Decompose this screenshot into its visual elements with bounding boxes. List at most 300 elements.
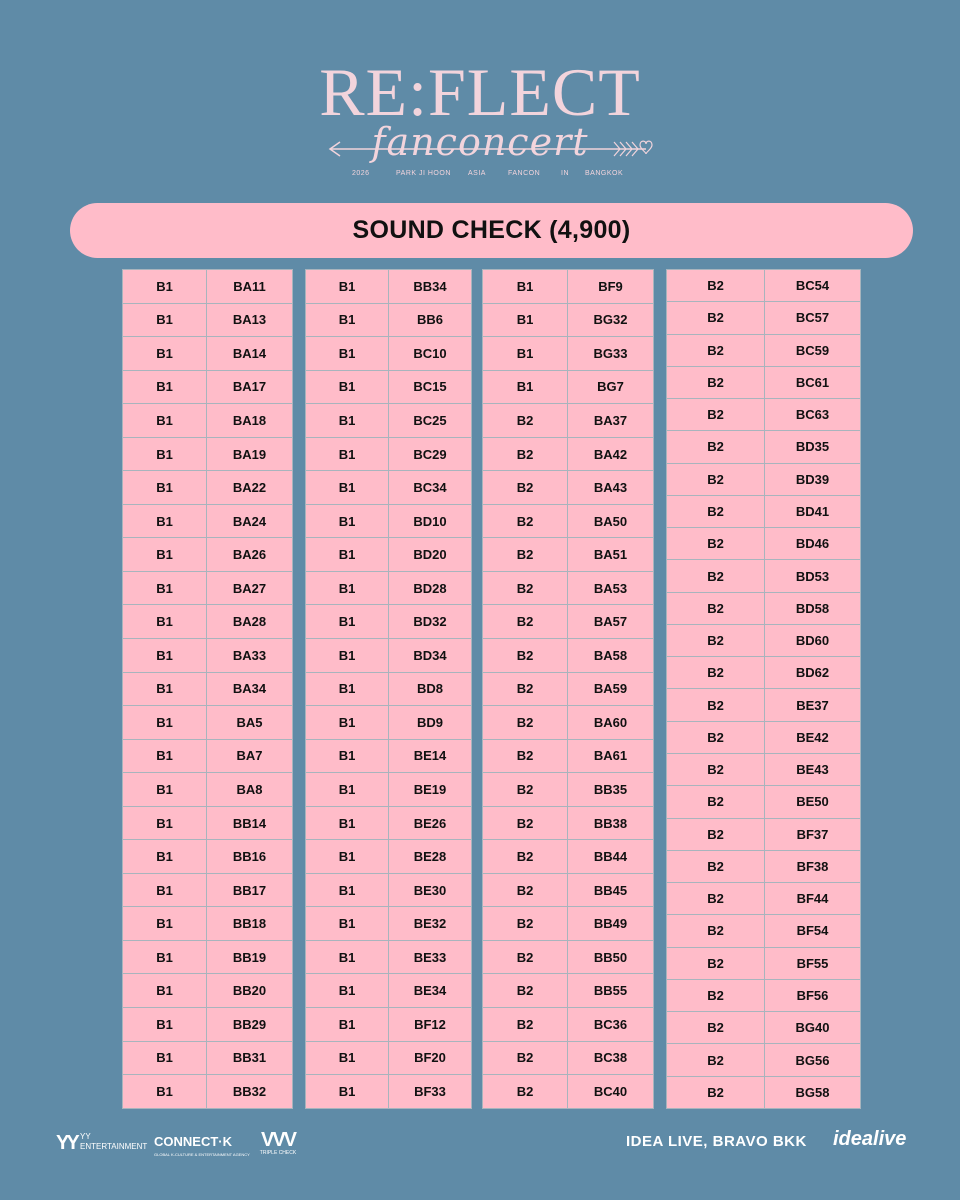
table-row — [483, 605, 654, 639]
block-cell: BA27 — [207, 571, 293, 605]
block-cell: BE28 — [389, 840, 472, 874]
table-row — [306, 404, 472, 438]
table-row — [667, 753, 861, 785]
yy-mark: YY — [56, 1132, 77, 1154]
block-cell: BB20 — [207, 974, 293, 1008]
zone-cell: B2 — [667, 560, 765, 592]
table-row — [123, 907, 293, 941]
zone-cell: B2 — [483, 672, 568, 706]
zone-cell: B1 — [123, 270, 207, 304]
table-row — [667, 560, 861, 592]
table-row — [667, 592, 861, 624]
table-row — [306, 303, 472, 337]
block-cell: BC54 — [765, 270, 861, 302]
zone-cell: B2 — [667, 689, 765, 721]
table-row — [667, 883, 861, 915]
table-row — [483, 773, 654, 807]
block-cell: BC29 — [389, 437, 472, 471]
zone-cell: B1 — [123, 303, 207, 337]
subline-city: BANGKOK — [585, 170, 624, 177]
table-row — [306, 504, 472, 538]
block-cell: BA53 — [568, 571, 654, 605]
block-cell: BC38 — [568, 1041, 654, 1075]
block-cell: BB49 — [568, 907, 654, 941]
table-row — [483, 739, 654, 773]
yy-entertainment-logo — [56, 1130, 156, 1160]
zone-cell: B1 — [306, 1041, 389, 1075]
seat-column-1 — [122, 269, 293, 1109]
zone-cell: B1 — [123, 773, 207, 807]
block-cell: BF54 — [765, 915, 861, 947]
table-row — [667, 915, 861, 947]
table-row — [306, 1008, 472, 1042]
table-row — [306, 1041, 472, 1075]
table-row — [306, 571, 472, 605]
block-cell: BB29 — [207, 1008, 293, 1042]
zone-cell: B2 — [667, 528, 765, 560]
block-cell: BB38 — [568, 806, 654, 840]
zone-cell: B2 — [667, 818, 765, 850]
table-row — [123, 538, 293, 572]
logo-title: RE:FLECT — [319, 54, 641, 130]
zone-cell: B2 — [667, 1044, 765, 1076]
table-row — [667, 624, 861, 656]
table-row — [483, 840, 654, 874]
table-row — [306, 639, 472, 673]
table-row — [123, 639, 293, 673]
zone-cell: B1 — [306, 907, 389, 941]
table-row — [123, 873, 293, 907]
table-row — [483, 1075, 654, 1109]
table-row — [667, 431, 861, 463]
zone-cell: B2 — [667, 657, 765, 689]
table-row — [667, 270, 861, 302]
table-row — [123, 571, 293, 605]
zone-cell: B2 — [667, 1012, 765, 1044]
block-cell: BD32 — [389, 605, 472, 639]
table-row — [483, 270, 654, 304]
logo-subline — [0, 170, 960, 182]
table-row — [483, 806, 654, 840]
table-row — [306, 370, 472, 404]
subline-in: IN — [561, 170, 569, 177]
table-row — [483, 974, 654, 1008]
block-cell: BC57 — [765, 302, 861, 334]
block-cell: BE33 — [389, 940, 472, 974]
zone-cell: B2 — [483, 639, 568, 673]
table-row — [123, 706, 293, 740]
zone-cell: B2 — [667, 1076, 765, 1108]
zone-cell: B1 — [483, 303, 568, 337]
table-row — [306, 940, 472, 974]
table-row — [306, 437, 472, 471]
block-cell: BA24 — [207, 504, 293, 538]
block-cell: BD35 — [765, 431, 861, 463]
table-row — [123, 1075, 293, 1109]
block-cell: BC63 — [765, 399, 861, 431]
table-row — [667, 689, 861, 721]
zone-cell: B2 — [667, 947, 765, 979]
table-row — [667, 786, 861, 818]
block-cell: BB14 — [207, 806, 293, 840]
zone-cell: B2 — [483, 1075, 568, 1109]
block-cell: BA58 — [568, 639, 654, 673]
table-row — [123, 1008, 293, 1042]
subline-year: 2026 — [352, 170, 370, 177]
zone-cell: B1 — [306, 974, 389, 1008]
zone-cell: B1 — [123, 806, 207, 840]
block-cell: BD20 — [389, 538, 472, 572]
table-row — [123, 672, 293, 706]
block-cell: BA18 — [207, 404, 293, 438]
block-cell: BD10 — [389, 504, 472, 538]
block-cell: BA33 — [207, 639, 293, 673]
block-cell: BE42 — [765, 721, 861, 753]
table-row — [483, 907, 654, 941]
zone-cell: B1 — [123, 1075, 207, 1109]
block-cell: BA61 — [568, 739, 654, 773]
zone-cell: B2 — [667, 463, 765, 495]
zone-cell: B2 — [483, 538, 568, 572]
block-cell: BA8 — [207, 773, 293, 807]
triple-check-logo — [258, 1130, 298, 1156]
block-cell: BG7 — [568, 370, 654, 404]
table-row — [667, 302, 861, 334]
table-row — [483, 571, 654, 605]
block-cell: BA26 — [207, 538, 293, 572]
block-cell: BD41 — [765, 495, 861, 527]
block-cell: BE34 — [389, 974, 472, 1008]
zone-cell: B1 — [123, 538, 207, 572]
zone-cell: B1 — [123, 504, 207, 538]
table-row — [667, 1076, 861, 1108]
zone-cell: B1 — [123, 907, 207, 941]
triple-check-text: TRIPLE CHECK — [259, 1150, 297, 1156]
table-row — [306, 605, 472, 639]
subline-fancon: FANCON — [508, 170, 541, 177]
block-cell: BC15 — [389, 370, 472, 404]
zone-cell: B1 — [123, 337, 207, 371]
table-row — [667, 818, 861, 850]
table-row — [123, 471, 293, 505]
table-row — [123, 840, 293, 874]
table-row — [483, 639, 654, 673]
table-row — [306, 337, 472, 371]
block-cell: BE43 — [765, 753, 861, 785]
zone-cell: B1 — [123, 672, 207, 706]
block-cell: BA7 — [207, 739, 293, 773]
zone-cell: B1 — [123, 739, 207, 773]
zone-cell: B2 — [483, 739, 568, 773]
table-row — [123, 739, 293, 773]
table-row — [483, 706, 654, 740]
block-cell: BC25 — [389, 404, 472, 438]
block-cell: BE19 — [389, 773, 472, 807]
table-row — [123, 370, 293, 404]
block-cell: BD46 — [765, 528, 861, 560]
zone-cell: B2 — [483, 404, 568, 438]
zone-cell: B2 — [667, 721, 765, 753]
zone-cell: B1 — [306, 538, 389, 572]
table-row — [483, 538, 654, 572]
zone-cell: B1 — [306, 437, 389, 471]
zone-cell: B1 — [306, 571, 389, 605]
block-cell: BF9 — [568, 270, 654, 304]
table-row — [306, 471, 472, 505]
table-row — [483, 1041, 654, 1075]
block-cell: BE30 — [389, 873, 472, 907]
table-row — [483, 873, 654, 907]
table-row — [483, 940, 654, 974]
table-row — [306, 873, 472, 907]
block-cell: BC10 — [389, 337, 472, 371]
triple-check-mark: VVV — [260, 1129, 296, 1151]
block-cell: BF44 — [765, 883, 861, 915]
table-row — [483, 404, 654, 438]
table-row — [667, 947, 861, 979]
block-cell: BF55 — [765, 947, 861, 979]
block-cell: BB17 — [207, 873, 293, 907]
table-row — [667, 721, 861, 753]
seat-column-4 — [666, 269, 861, 1109]
table-row — [667, 850, 861, 882]
block-cell: BA60 — [568, 706, 654, 740]
table-row — [123, 806, 293, 840]
table-row — [306, 907, 472, 941]
zone-cell: B2 — [483, 571, 568, 605]
block-cell: BB18 — [207, 907, 293, 941]
zone-cell: B2 — [483, 806, 568, 840]
block-cell: BA43 — [568, 471, 654, 505]
zone-cell: B1 — [306, 806, 389, 840]
zone-cell: B2 — [667, 495, 765, 527]
event-logo — [0, 54, 960, 188]
table-row — [667, 1044, 861, 1076]
block-cell: BD60 — [765, 624, 861, 656]
zone-cell: B1 — [483, 270, 568, 304]
logo-subtitle: fanconcert — [371, 120, 589, 164]
zone-cell: B1 — [123, 404, 207, 438]
block-cell: BA5 — [207, 706, 293, 740]
seat-column-3 — [482, 269, 654, 1109]
block-cell: BG56 — [765, 1044, 861, 1076]
table-row — [667, 495, 861, 527]
block-cell: BD28 — [389, 571, 472, 605]
block-cell: BE50 — [765, 786, 861, 818]
table-row — [667, 366, 861, 398]
zone-cell: B1 — [306, 840, 389, 874]
block-cell: BC59 — [765, 334, 861, 366]
zone-cell: B1 — [123, 437, 207, 471]
block-cell: BB35 — [568, 773, 654, 807]
zone-cell: B1 — [123, 706, 207, 740]
zone-cell: B1 — [306, 706, 389, 740]
table-row — [123, 940, 293, 974]
block-cell: BA50 — [568, 504, 654, 538]
zone-cell: B1 — [123, 571, 207, 605]
zone-cell: B1 — [483, 370, 568, 404]
block-cell: BG40 — [765, 1012, 861, 1044]
zone-cell: B1 — [483, 337, 568, 371]
zone-cell: B1 — [306, 672, 389, 706]
block-cell: BF38 — [765, 850, 861, 882]
zone-cell: B2 — [667, 334, 765, 366]
venue-text: IDEA LIVE, BRAVO BKK — [626, 1133, 807, 1150]
block-cell: BE26 — [389, 806, 472, 840]
seat-column-2 — [305, 269, 472, 1109]
block-cell: BA34 — [207, 672, 293, 706]
block-cell: BC40 — [568, 1075, 654, 1109]
block-cell: BC36 — [568, 1008, 654, 1042]
block-cell: BA13 — [207, 303, 293, 337]
zone-cell: B1 — [306, 303, 389, 337]
block-cell: BD62 — [765, 657, 861, 689]
table-row — [483, 303, 654, 337]
block-cell: BD9 — [389, 706, 472, 740]
zone-cell: B2 — [483, 605, 568, 639]
zone-cell: B2 — [483, 940, 568, 974]
block-cell: BG33 — [568, 337, 654, 371]
zone-cell: B1 — [306, 504, 389, 538]
block-cell: BA17 — [207, 370, 293, 404]
block-cell: BF56 — [765, 979, 861, 1011]
block-cell: BG32 — [568, 303, 654, 337]
zone-cell: B2 — [483, 773, 568, 807]
block-cell: BC34 — [389, 471, 472, 505]
block-cell: BA37 — [568, 404, 654, 438]
block-cell: BB32 — [207, 1075, 293, 1109]
block-cell: BA22 — [207, 471, 293, 505]
block-cell: BA51 — [568, 538, 654, 572]
block-cell: BB55 — [568, 974, 654, 1008]
table-row — [306, 706, 472, 740]
block-cell: BD58 — [765, 592, 861, 624]
table-row — [123, 303, 293, 337]
zone-cell: B1 — [123, 974, 207, 1008]
zone-cell: B1 — [123, 873, 207, 907]
zone-cell: B2 — [667, 592, 765, 624]
block-cell: BF12 — [389, 1008, 472, 1042]
table-row — [123, 773, 293, 807]
block-cell: BG58 — [765, 1076, 861, 1108]
zone-cell: B1 — [306, 1008, 389, 1042]
subline-artist: PARK JI HOON — [396, 170, 451, 177]
table-row — [667, 528, 861, 560]
connect-k-tagline: GLOBAL K-CULTURE & ENTERTAINMENT AGENCY — [154, 1152, 250, 1157]
block-cell: BF33 — [389, 1075, 472, 1109]
zone-cell: B2 — [483, 706, 568, 740]
table-row — [667, 1012, 861, 1044]
zone-cell: B2 — [667, 850, 765, 882]
table-row — [667, 979, 861, 1011]
zone-cell: B1 — [306, 639, 389, 673]
zone-cell: B2 — [483, 840, 568, 874]
zone-cell: B2 — [667, 883, 765, 915]
block-cell: BF37 — [765, 818, 861, 850]
arrow-icon — [326, 138, 656, 160]
table-row — [123, 974, 293, 1008]
table-row — [483, 370, 654, 404]
zone-cell: B1 — [306, 1075, 389, 1109]
block-cell: BA42 — [568, 437, 654, 471]
block-cell: BA14 — [207, 337, 293, 371]
idealive-logo: idealive — [833, 1128, 907, 1150]
zone-cell: B1 — [306, 773, 389, 807]
zone-cell: B2 — [483, 873, 568, 907]
yy-text: YY ENTERTAINMENT — [80, 1132, 148, 1151]
table-row — [306, 974, 472, 1008]
block-cell: BD34 — [389, 639, 472, 673]
table-row — [483, 437, 654, 471]
block-cell: BE37 — [765, 689, 861, 721]
block-cell: BB34 — [389, 270, 472, 304]
zone-cell: B2 — [667, 399, 765, 431]
zone-cell: B2 — [483, 1008, 568, 1042]
zone-cell: B2 — [483, 907, 568, 941]
zone-cell: B2 — [667, 624, 765, 656]
zone-cell: B1 — [123, 605, 207, 639]
table-row — [306, 270, 472, 304]
zone-cell: B1 — [123, 1008, 207, 1042]
block-cell: BA19 — [207, 437, 293, 471]
zone-cell: B1 — [306, 337, 389, 371]
zone-cell: B1 — [306, 370, 389, 404]
block-cell: BB16 — [207, 840, 293, 874]
zone-cell: B2 — [483, 974, 568, 1008]
zone-cell: B2 — [667, 915, 765, 947]
table-row — [306, 806, 472, 840]
table-row — [667, 334, 861, 366]
zone-cell: B1 — [123, 370, 207, 404]
block-cell: BB19 — [207, 940, 293, 974]
table-row — [306, 773, 472, 807]
table-row — [483, 672, 654, 706]
zone-cell: B2 — [667, 786, 765, 818]
block-cell: BD53 — [765, 560, 861, 592]
block-cell: BD8 — [389, 672, 472, 706]
zone-cell: B1 — [306, 873, 389, 907]
zone-cell: B1 — [123, 639, 207, 673]
block-cell: BC61 — [765, 366, 861, 398]
zone-cell: B2 — [667, 270, 765, 302]
table-row — [306, 840, 472, 874]
block-cell: BA28 — [207, 605, 293, 639]
table-row — [123, 504, 293, 538]
section-banner: SOUND CHECK (4,900) — [70, 203, 913, 258]
zone-cell: B2 — [667, 431, 765, 463]
table-row — [667, 399, 861, 431]
table-row — [306, 672, 472, 706]
zone-cell: B2 — [483, 1041, 568, 1075]
block-cell: BF20 — [389, 1041, 472, 1075]
zone-cell: B1 — [123, 1041, 207, 1075]
zone-cell: B1 — [306, 404, 389, 438]
zone-cell: B2 — [483, 504, 568, 538]
table-row — [306, 739, 472, 773]
table-row — [123, 437, 293, 471]
block-cell: BA59 — [568, 672, 654, 706]
zone-cell: B2 — [667, 979, 765, 1011]
table-row — [123, 1041, 293, 1075]
table-row — [123, 404, 293, 438]
zone-cell: B1 — [306, 270, 389, 304]
block-cell: BB50 — [568, 940, 654, 974]
block-cell: BA11 — [207, 270, 293, 304]
zone-cell: B1 — [123, 940, 207, 974]
table-row — [306, 1075, 472, 1109]
block-cell: BB31 — [207, 1041, 293, 1075]
table-row — [483, 504, 654, 538]
